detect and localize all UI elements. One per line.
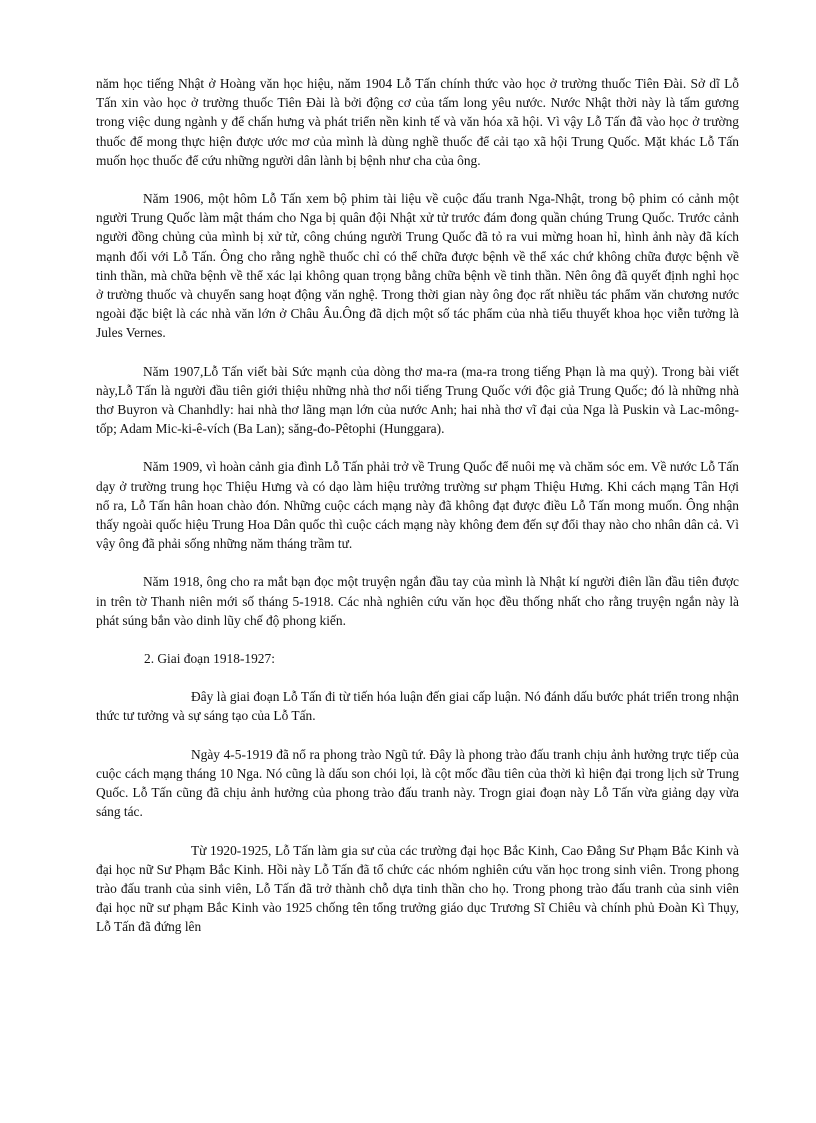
paragraph-may-fourth: Ngày 4-5-1919 đã nổ ra phong trào Ngũ tứ. Đây là phong trào đấu tranh chịu ảnh hưởng trực tiếp của cuộc cách mạng tháng 10 Nga. Nó cũng là dấu son chói lọi, là cột mốc đầu tiên của thời kì hiện đại trong lịch sử Trung Quốc. Lỗ Tấn cũng đã chịu ảnh hưởng của phong trào đấu tranh này. Trogn giai đoạn này Lỗ Tấn vừa giảng dạy vừa sáng tác. bbox=[96, 746, 739, 820]
paragraph-1909-return: Năm 1909, vì hoàn cảnh gia đình Lỗ Tấn phải trở về Trung Quốc để nuôi mẹ và chăm sóc em. Về nước Lỗ Tấn dạy ở trường trung học Thiệu Hưng và có dạo làm hiệu trưởng trường sư phạm Thiệu Hưng. Khi cách mạng Tân Hợi nổ ra, Lỗ Tấn hân hoan chào đón. Những cuộc cách mạng này đã không đạt được điều Lỗ Tấn mong muốn. Ông nhận thấy ngoài quốc hiệu Trung Hoa Dân quốc thì cuộc cách mạng này không đem đến sự đổi thay nào cho nhân dân cả. Vì vậy ông đã phải sống những năm tháng trầm tư. bbox=[96, 459, 739, 552]
paragraph-1918-diary: Năm 1918, ông cho ra mắt bạn đọc một truyện ngắn đầu tay của mình là Nhật kí người điên lần đầu tiên được in trên tờ Thanh niên mới số tháng 5-1918. Các nhà nghiên cứu văn học đều thống nhất cho rằng truyện ngắn này là phát súng bắn vào dinh lũy chế độ phong kiến. bbox=[96, 574, 739, 628]
paragraph-1906-film: Năm 1906, một hôm Lỗ Tấn xem bộ phim tài liệu về cuộc đấu tranh Nga-Nhật, trong bộ phim có cảnh một người Trung Quốc làm mật thám cho Nga bị quân đội Nhật xử tử trước đám đong quần chúng Trung Quốc. Trước cảnh người đồng chủng của mình bị xử tử, công chúng người Trung Quốc đã tỏ ra vui mừng hoan hỉ, hình ảnh này đã kích mạnh đối với Lỗ Tấn. Ông cho rằng nghề thuốc chỉ có thể chữa được bệnh về thể xác chứ không chữa được bệnh về tinh thần, mà chữa bệnh về thể xác lại không quan trọng bằng chữa bệnh về tinh thần. Nên ông đã quyết định nghỉ học ở trường thuốc và chuyển sang hoạt động văn nghệ. Trong thời gian này ông đọc rất nhiều tác phẩm văn chương nước ngoài đặc biệt là các nhà văn lớn ở Châu Âu.Ông đã dịch một số tác phẩm của nhà tiểu thuyết khoa học viễn tưởng là Jules Vernes. bbox=[96, 191, 739, 341]
document-page bbox=[96, 74, 739, 956]
paragraph-study-in-japan: năm học tiếng Nhật ở Hoàng văn học hiệu, năm 1904 Lỗ Tấn chính thức vào học ở trường thuốc Tiên Đài. Sở dĩ Lỗ Tấn xin vào học ở trường thuốc Tiên Đài là bởi động cơ của tấm long yêu nước. Nước Nhật thời này là tấm gương trong việc dung ngành y để chấn hưng và phát triển nền kinh tế và văn hóa xã hội. Vì vậy Lỗ Tấn đã vào học ở trường thuốc để mong thực hiện được ước mơ của mình là dùng nghề thuốc để cải tạo xã hội Trung Quốc. Mặt khác Lỗ Tấn muốn học thuốc để cứu những người dân lành bị bệnh như cha của ông. bbox=[96, 76, 739, 168]
paragraph-1907-article: Năm 1907,Lỗ Tấn viết bài Sức mạnh của dòng thơ ma-ra (ma-ra trong tiếng Phạn là ma quỷ). Trong bài viết này,Lỗ Tấn là người đầu tiên giới thiệu những nhà thơ nổi tiếng Trung Quốc với độc giả Trung Quốc; đó là những nhà thơ Buyron và Chanhdly: hai nhà thơ lãng mạn lớn của nước Anh; hai nhà thơ vĩ đại của Nga là Puskin và Lac-mông-tốp; Adam Mic-ki-ê-vích (Ba Lan); săng-đo-Pêtophi (Hunggara). bbox=[96, 363, 739, 437]
section-heading: 2. Giai đoạn 1918-1927: bbox=[144, 651, 275, 667]
paragraph-1920-1925: Từ 1920-1925, Lỗ Tấn làm gia sư của các trường đại học Bắc Kinh, Cao Đẳng Sư Phạm Bắc Kinh và đại học nữ Sư Phạm Bắc Kinh. Hồi này Lỗ Tấn đã tổ chức các nhóm nghiên cứu văn học trong sinh viên. Trong phong trào đấu tranh của sinh viên, Lỗ Tấn đã trở thành chỗ dựa tinh thần cho họ. Trong phong trào đấu tranh của sinh viên đại học nữ sư phạm Bắc Kinh vào 1925 chống tên tổng trưởng giáo dục Trương Sĩ Chiêu và chính phủ Đoàn Kì Thụy, Lỗ Tấn đã đứng lên bbox=[96, 842, 739, 935]
paragraph-period-intro: Đây là giai đoạn Lỗ Tấn đi từ tiến hóa luận đến giai cấp luận. Nó đánh dấu bước phát triển trong nhận thức tư tưởng và sự sáng tạo của Lỗ Tấn. bbox=[96, 689, 739, 724]
